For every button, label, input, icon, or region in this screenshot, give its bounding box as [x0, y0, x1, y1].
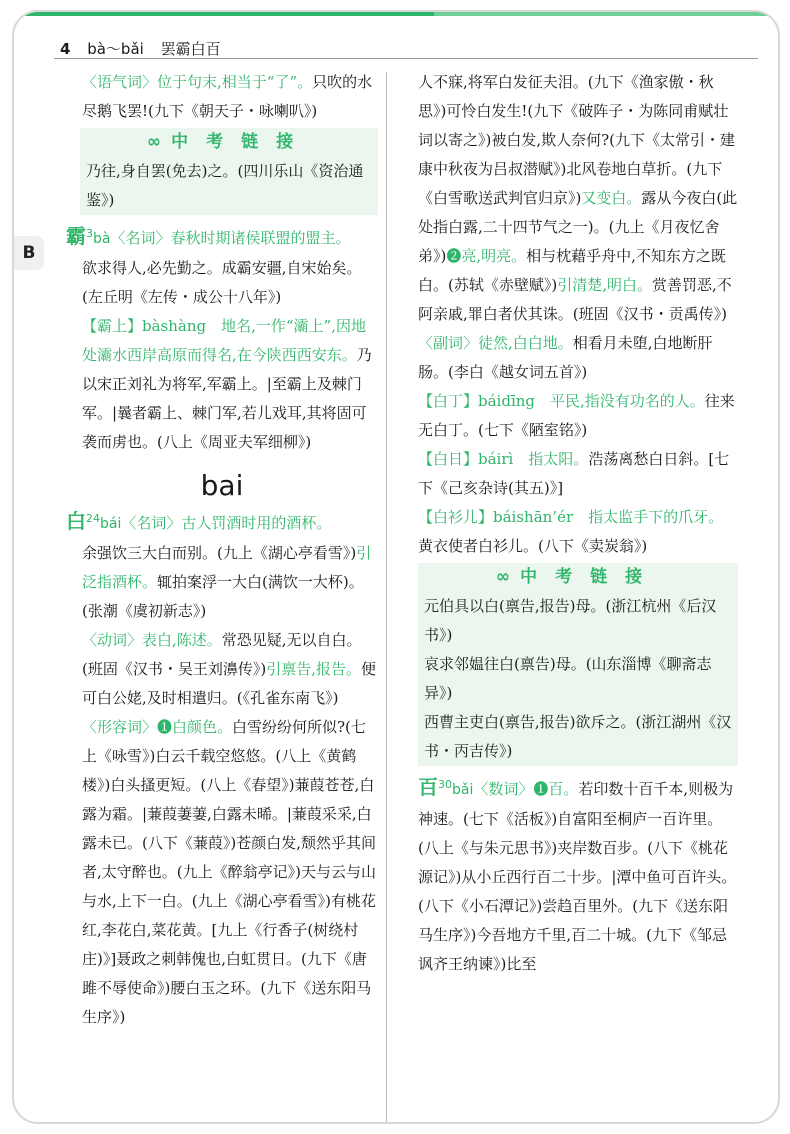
header-pinyin-range: bà～bǎi	[87, 40, 144, 58]
exam-link-text: 哀求邻媪往白(禀告)母。(山东淄博《聊斋志异》)	[424, 655, 712, 702]
right-column	[418, 68, 738, 979]
top-accent-bar-light	[434, 12, 778, 16]
headword: 白	[66, 509, 86, 533]
entry-bai: 白$^{24}$bái〈名词〉古人罚酒时用的酒杯。	[66, 509, 332, 533]
entry-bai-sense3: 〈形容词〉❶白颜色。白雪纷纷何所似?(七上《咏雪》)白云千载空悠悠。(八上《黄鹤楼》)白头搔更短。(八上《春望》)蒹葭苍苍,白露为霜。|蒹葭萋萋,白露未晞。|蒹葭采采,白露未已。(八下《蒹葭》)苍颜白发,颓然乎其间者,太守醉也。(九上《醉翁亭记》)天与云与山与水,上下一白。(九上《湖心亭看雪》)有桃花红,李花白,菜花黄。[九上《行香子(树绕村庄)》]聂政之刺韩傀也,白虹贯日。(九下《唐雎不辱使命》)腰白玉之环。(九下《送东阳马生序》)	[82, 718, 376, 1026]
headword: 百	[418, 775, 438, 799]
exam-link-text: 元伯具以白(禀告,报告)母。(浙江杭州《后汉书》)	[424, 597, 717, 644]
subentry-bashang: 【霸上】bàshàng 地名,一作“灞上”,因地处灞水西岸高原而得名,在今陕西西安东。乃以宋正刘礼为将军,军霸上。|至霸上及棘门军。|曩者霸上、棘门军,若儿戏耳,其将固可袭而虏也。(八上《周亚夫军细柳》)	[82, 317, 372, 451]
subentry-baishaner: 【白衫儿】báishān’ér 指太监手下的爪牙。黄衣使者白衫儿。(八下《卖炭翁》)	[418, 508, 724, 555]
entry-bai-cont: 人不寐,将军白发征夫泪。(九下《渔家傲・秋思》)可怜白发生!(九下《破阵子・为陈同甫赋壮词以寄之》)被白发,欺人奈何?(九下《太常引・建康中秋夜为吕叔潜赋》)北风卷地白草折。(九下《白雪歌送武判官归京》)又变白。露从今夜白(此处指白露,二十四节气之一)。(九上《月夜忆舍弟》)❷亮,明亮。相与枕藉乎舟中,不知东方之既白。(苏轼《赤壁赋》)引清楚,明白。赏善罚恶,不阿亲戚,罪白者伏其诛。(班固《汉书・贡禹传》)	[418, 73, 738, 323]
exam-link-title: ∞ 中考链接	[146, 132, 312, 152]
entry-bai-adverb: 〈副词〉徒然,白白地。相看月未堕,白地断肝肠。(李白《越女词五首》)	[418, 334, 713, 381]
headword: 霸	[66, 224, 86, 248]
entry-bai-sense2: 〈动词〉表白,陈述。常恐见疑,无以自白。(班固《汉书・吴王刘濞传》)引禀告,报告。便可白公姥,及时相遣归。(《孔雀东南飞》)	[82, 631, 377, 707]
entry-ba-particle: 〈语气词〉位于句末,相当于“了”。只吹的水尽鹅飞罢!(九下《朝天子・咏喇叭》)	[82, 73, 373, 120]
letter-index-tab[interactable]: B	[14, 236, 44, 270]
entry-bai-sense1: 余强饮三大白而别。(九上《湖心亭看雪》)引泛指酒杯。辄拍案浮一大白(满饮一大杯)。(张潮《虞初新志》)	[82, 544, 372, 620]
header-rule	[54, 58, 758, 59]
entry-ba-hegemon: 霸$^3$bà〈名词〉春秋时期诸侯联盟的盟主。	[66, 224, 351, 248]
section-heading: bai	[200, 469, 244, 502]
entry-ba-text: 欲求得人,必先勤之。成霸安疆,自宋始矣。(左丘明《左传・成公十八年》)	[82, 259, 362, 306]
header-chars: 罢霸白百	[160, 40, 221, 58]
subentry-bairi: 【白日】báirì 指太阳。浩荡离愁白日斜。[七下《己亥杂诗(其五)》]	[418, 450, 730, 497]
dictionary-page	[12, 10, 780, 1124]
left-column	[66, 68, 378, 1032]
exam-link-box	[418, 563, 738, 766]
exam-link-text: 乃往,身自罢(免去)之。(四川乐山《资治通鉴》)	[86, 162, 364, 209]
infinity-icon: ∞	[146, 132, 162, 152]
page-number: 4	[60, 40, 71, 58]
subentry-baiding: 【白丁】báidīng 平民,指没有功名的人。往来无白丁。(七下《陋室铭》)	[418, 392, 735, 439]
column-divider	[386, 72, 387, 1122]
exam-link-box	[80, 128, 378, 215]
entry-bai-hundred: 百$^{30}$bǎi〈数词〉❶百。若印数十百千本,则极为神速。(七下《活板》)自富阳至桐庐一百许里。(八上《与朱元思书》)夹岸数百步。(八下《桃花源记》)从小丘西行百二十步。|潭中鱼可百许头。(八下《小石潭记》)尝趋百里外。(九下《送东阳马生序》)今吾地方千里,百二十城。(九下《邹忌讽齐王纳谏》)比至	[418, 775, 737, 973]
exam-link-title: ∞ 中考链接	[495, 567, 661, 587]
page-header	[60, 38, 221, 59]
infinity-icon: ∞	[495, 567, 511, 587]
exam-link-text: 西曹主吏白(禀告,报告)欲斥之。(浙江湖州《汉书・丙吉传》)	[424, 713, 732, 760]
